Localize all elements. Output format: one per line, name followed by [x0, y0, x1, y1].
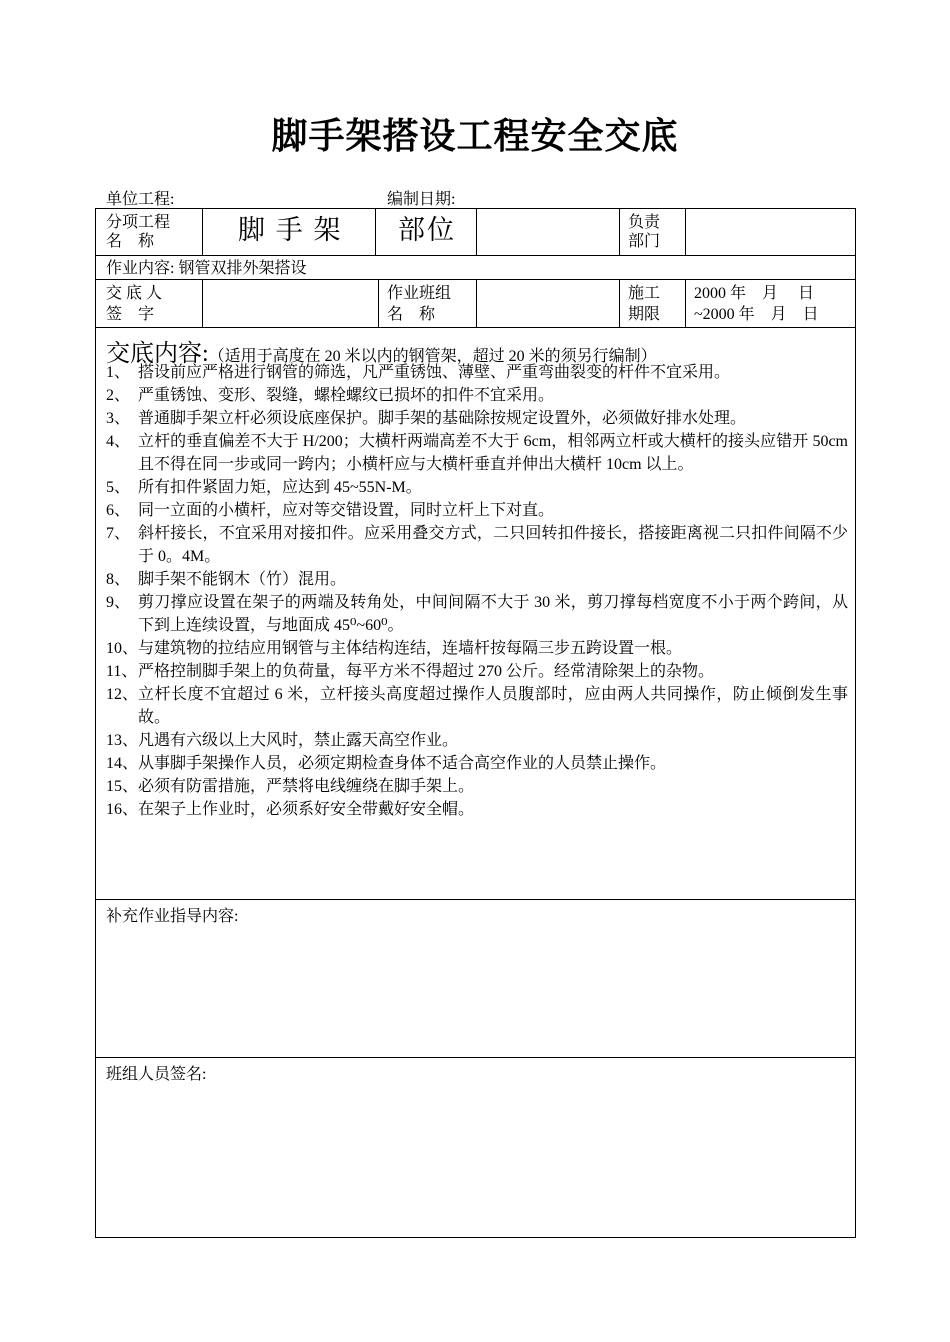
- row-divider: [96, 899, 855, 900]
- column-divider: [202, 279, 203, 327]
- list-item: [106, 798, 848, 821]
- item-text: 严重锈蚀、变形、裂缝，螺栓螺纹已损坏的扣件不宜采用。: [138, 387, 555, 404]
- list-item: [106, 729, 848, 752]
- list-item: [106, 430, 848, 476]
- column-divider: [685, 279, 686, 327]
- item-number: 4、: [106, 433, 131, 450]
- unit-project-label: 单位工程:: [106, 191, 175, 208]
- team-signature-label: 班组人员签名:: [106, 1066, 207, 1083]
- item-number: 3、: [106, 410, 131, 427]
- item-text: 同一立面的小横杆，应对等交错设置，同时立杆上下对直。: [138, 502, 555, 519]
- list-item: [106, 522, 848, 568]
- item-number: 11、: [106, 663, 138, 680]
- responsible-dept-label: 负责 部门: [628, 214, 661, 250]
- item-text: 剪刀撑应设置在架子的两端及转角处，中间间隔不大于 30 米，剪刀撑每档宽度不小于两个跨间，从下到上连续设置，与地面成 45⁰~60⁰。: [138, 594, 848, 634]
- sub-project-label: 分项工程 名 称: [106, 214, 171, 250]
- item-number: 10、: [106, 640, 139, 657]
- column-divider: [202, 209, 203, 255]
- list-item: [106, 407, 848, 430]
- item-text: 与建筑物的拉结应用钢管与主体结构连结，连墙杆按每隔三步五跨设置一根。: [138, 640, 683, 657]
- list-item: [106, 591, 848, 637]
- item-number: 13、: [106, 732, 139, 749]
- sub-project-value: 脚 手 架: [238, 215, 343, 245]
- construction-period-value: 2000 年 月 日 ~2000 年 月 日: [694, 285, 819, 323]
- safety-items-list: [106, 361, 848, 821]
- item-text: 所有扣件紧固力矩，应达到 45~55N-M。: [138, 479, 422, 496]
- item-number: 6、: [106, 502, 131, 519]
- column-divider: [378, 279, 379, 327]
- item-text: 从事脚手架操作人员，必须定期检查身体不适合高空作业的人员禁止操作。: [138, 755, 667, 772]
- item-text: 搭设前应严格进行钢管的筛选，凡严重锈蚀、薄壁、严重弯曲裂变的杆件不宜采用。: [138, 364, 731, 381]
- list-item: [106, 683, 848, 729]
- list-item: [106, 568, 848, 591]
- list-item: [106, 384, 848, 407]
- column-divider: [619, 279, 620, 327]
- item-number: 9、: [106, 594, 131, 611]
- item-text: 普通脚手架立杆必须设底座保护。脚手架的基础除按规定设置外，必须做好排水处理。: [138, 410, 747, 427]
- item-number: 16、: [106, 801, 139, 818]
- list-item: [106, 499, 848, 522]
- item-number: 15、: [106, 778, 139, 795]
- item-text: 脚手架不能钢木（竹）混用。: [138, 571, 347, 588]
- location-label: 部位: [398, 215, 456, 245]
- content-heading-title: 交底内容:: [106, 341, 209, 367]
- item-text: 立杆长度不宜超过 6 米，立杆接头高度超过操作人员腹部时，应由两人共同操作，防止倾倒发生事故。: [138, 686, 848, 726]
- item-number: 8、: [106, 571, 131, 588]
- item-text: 斜杆接长，不宜采用对接扣件。应采用叠交方式，二只回转扣件接长，搭接距离视二只扣件间隔不少于 0。4M。: [138, 525, 848, 565]
- disclosure-form-table: [95, 208, 856, 1238]
- item-number: 5、: [106, 479, 131, 496]
- signer-label: 交 底 人 签 字: [106, 285, 163, 323]
- column-divider: [476, 209, 477, 255]
- item-number: 1、: [106, 364, 131, 381]
- row-divider: [96, 327, 855, 328]
- item-text: 严格控制脚手架上的负荷量，每平方米不得超过 270 公斤。经常清除架上的杂物。: [138, 663, 715, 680]
- row-divider: [96, 255, 855, 256]
- item-text: 凡遇有六级以上大风时，禁止露天高空作业。: [138, 732, 459, 749]
- supplement-label: 补充作业指导内容:: [106, 908, 239, 925]
- item-number: 7、: [106, 525, 131, 542]
- list-item: [106, 752, 848, 775]
- compile-date-label: 编制日期:: [387, 191, 456, 208]
- column-divider: [619, 209, 620, 255]
- item-text: 在架子上作业时，必须系好安全带戴好安全帽。: [138, 801, 475, 818]
- work-content: 作业内容: 钢管双排外架搭设: [106, 260, 307, 277]
- list-item: [106, 637, 848, 660]
- item-text: 必须有防雷措施，严禁将电线缠绕在脚手架上。: [138, 778, 475, 795]
- column-divider: [476, 279, 477, 327]
- row-divider: [96, 1057, 855, 1058]
- content-heading-note: （适用于高度在 20 米以内的钢管架，超过 20 米的须另行编制）: [208, 348, 657, 365]
- column-divider: [685, 209, 686, 255]
- column-divider: [375, 209, 376, 255]
- item-number: 14、: [106, 755, 139, 772]
- item-number: 2、: [106, 387, 131, 404]
- item-number: 12、: [106, 686, 139, 703]
- item-text: 立杆的垂直偏差不大于 H/200；大横杆两端高差不大于 6cm，相邻两立杆或大横杆的接头应错开 50cm 且不得在同一步或同一跨内；小横杆应与大横杆垂直并伸出大横杆 10cm 以上。: [138, 433, 848, 473]
- list-item: [106, 361, 848, 384]
- document-title: 脚手架搭设工程安全交底: [271, 115, 679, 157]
- list-item: [106, 775, 848, 798]
- list-item: [106, 660, 848, 683]
- team-label: 作业班组 名 称: [387, 285, 452, 323]
- list-item: [106, 476, 848, 499]
- period-label: 施工 期限: [628, 285, 661, 323]
